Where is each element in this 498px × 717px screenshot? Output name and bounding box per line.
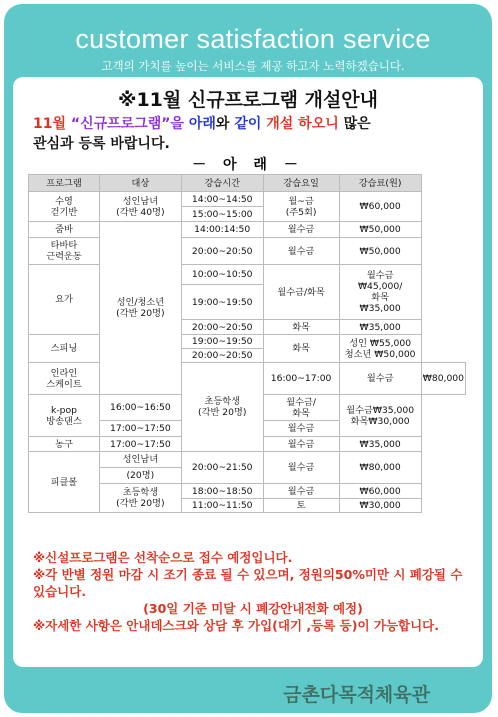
cell-fee: ₩35,000 xyxy=(339,437,421,452)
cell-fee: ₩60,000 xyxy=(339,484,421,499)
cell-days: 월수금 xyxy=(263,452,339,484)
table-header-row xyxy=(29,175,466,192)
cell-time: 20:00~20:50 xyxy=(181,320,263,335)
notes-block xyxy=(33,549,473,634)
cell-fee: 성인 ₩55,000 청소년 ₩50,000 xyxy=(339,335,421,363)
cell-fee: 월수금 ₩45,000/ 화목 ₩35,000 xyxy=(339,265,421,320)
cell-days: 월수금 xyxy=(263,222,339,238)
cell-days: 월~금 (주5회) xyxy=(263,192,339,222)
column-header: 프로그램 xyxy=(29,175,100,192)
cell-time: 20:00~20:50 xyxy=(181,238,263,265)
program-table xyxy=(28,174,466,513)
cell-days: 화목 xyxy=(263,335,339,363)
note-early-close: ※각 반별 정원 마감 시 조기 종료 될 수 있으며, 정원의50%미만 시 폐강될 수 있습니다. xyxy=(33,567,463,599)
cell-fee: 월수금₩35,000 화목₩30,000 xyxy=(339,395,421,437)
cell-time: 19:00~19:50 xyxy=(181,335,263,349)
cell-time: 11:00~11:50 xyxy=(181,499,263,513)
header-title: customer satisfaction service xyxy=(75,24,431,54)
notice-title: ※11월 신규프로그램 개설안내 xyxy=(117,89,379,111)
table-row xyxy=(29,335,466,349)
table-row xyxy=(29,238,466,265)
note-cancel-call: (30일 기준 미달 시 폐강안내전화 예정) xyxy=(143,601,363,616)
cell-target: 초등학생 (각반 20명) xyxy=(99,484,181,513)
cell-program: 타바타 근력운동 xyxy=(29,238,100,265)
cell-time: 19:00~19:50 xyxy=(181,285,263,320)
cell-fee: ₩50,000 xyxy=(339,222,421,238)
cell-program: 인라인 스케이트 xyxy=(29,363,100,395)
cell-days: 토 xyxy=(263,499,339,513)
intro-word-open: 개설 하오니 xyxy=(266,116,339,132)
intro-word-and: 와 xyxy=(215,116,230,132)
cell-days: 월수금 xyxy=(339,363,421,395)
cell-time: 20:00~20:50 xyxy=(181,349,263,363)
column-header: 강습요일 xyxy=(263,175,339,192)
intro-word-many: 많은 xyxy=(343,116,371,132)
intro-word-same: 같이 xyxy=(234,116,262,132)
cell-program: 농구 xyxy=(29,437,100,452)
cell-target: (20명) xyxy=(99,468,181,484)
intro-quote: “신규프로그램”을 xyxy=(70,116,184,132)
cell-fee: ₩50,000 xyxy=(339,238,421,265)
notice-card xyxy=(13,77,483,667)
cell-time: 16:00~17:00 xyxy=(263,363,339,395)
notice-intro xyxy=(33,114,473,154)
cell-program: 수영 걷기반 xyxy=(29,192,100,222)
cell-fee: ₩60,000 xyxy=(339,192,421,222)
intro-month: 11월 xyxy=(33,116,67,132)
column-header: 대상 xyxy=(99,175,181,192)
cell-target: 성인남녀 (각반 40명) xyxy=(99,192,181,222)
cell-fee: ₩30,000 xyxy=(339,499,421,513)
cell-time: 15:00~15:00 xyxy=(181,207,263,222)
cell-days: 월수금/ 화목 xyxy=(263,395,339,421)
column-header: 강습료(원) xyxy=(339,175,421,192)
cell-program: 줌바 xyxy=(29,222,100,238)
cell-days: 월수금 xyxy=(263,437,339,452)
footer-organization: 금촌다목적체육관 xyxy=(283,684,430,706)
cell-time: 14:00~14:50 xyxy=(181,192,263,207)
cell-fee: ₩35,000 xyxy=(339,320,421,335)
header-subtitle: 고객의 가치를 높이는 서비스를 제공 하고자 노력하겠습니다. xyxy=(101,59,405,73)
column-header: 강습시간 xyxy=(181,175,263,192)
cell-program: 요가 xyxy=(29,265,100,335)
cell-target: 초등학생 (각반 20명) xyxy=(181,363,263,452)
cell-fee: ₩80,000 xyxy=(339,452,421,484)
cell-program: k-pop 방송댄스 xyxy=(29,395,100,437)
table-row xyxy=(29,452,466,468)
cell-program: 피클볼 xyxy=(29,452,100,513)
cell-time: 17:00~17:50 xyxy=(99,421,181,437)
cell-days: 월수금 xyxy=(263,421,339,437)
intro-word-below: 아래 xyxy=(188,116,216,132)
cell-time: 14:00:14:50 xyxy=(181,222,263,238)
table-row xyxy=(29,363,466,395)
cell-days: 월수금 xyxy=(263,238,339,265)
cell-time: 17:00~17:50 xyxy=(99,437,181,452)
cell-fee: ₩80,000 xyxy=(421,363,465,395)
table-row xyxy=(29,265,466,285)
cell-days: 월수금 xyxy=(263,484,339,499)
table-row xyxy=(29,192,466,207)
cell-time: 20:00~21:50 xyxy=(181,452,263,484)
intro-line2: 관심과 등록 바랍니다. xyxy=(33,136,170,152)
cell-target: 성인남녀 xyxy=(99,452,181,468)
cell-time: 16:00~16:50 xyxy=(99,395,181,421)
cell-program: 스피닝 xyxy=(29,335,100,363)
table-row xyxy=(29,222,466,238)
cell-time: 18:00~18:50 xyxy=(181,484,263,499)
cell-target: 성인/청소년 (각반 20명) xyxy=(99,222,181,395)
section-label: － 아 래 － xyxy=(192,157,304,173)
note-inquiry: ※자세한 사항은 안내데스크와 상담 후 가입(대기 ,등록 등)이 가능합니다. xyxy=(33,618,439,633)
cell-days: 월수금/화목 xyxy=(263,265,339,320)
cell-time: 10:00~10:50 xyxy=(181,265,263,285)
note-first-come: ※신설프로그램은 선착순으로 접수 예정입니다. xyxy=(33,550,293,565)
cell-days: 화목 xyxy=(263,320,339,335)
